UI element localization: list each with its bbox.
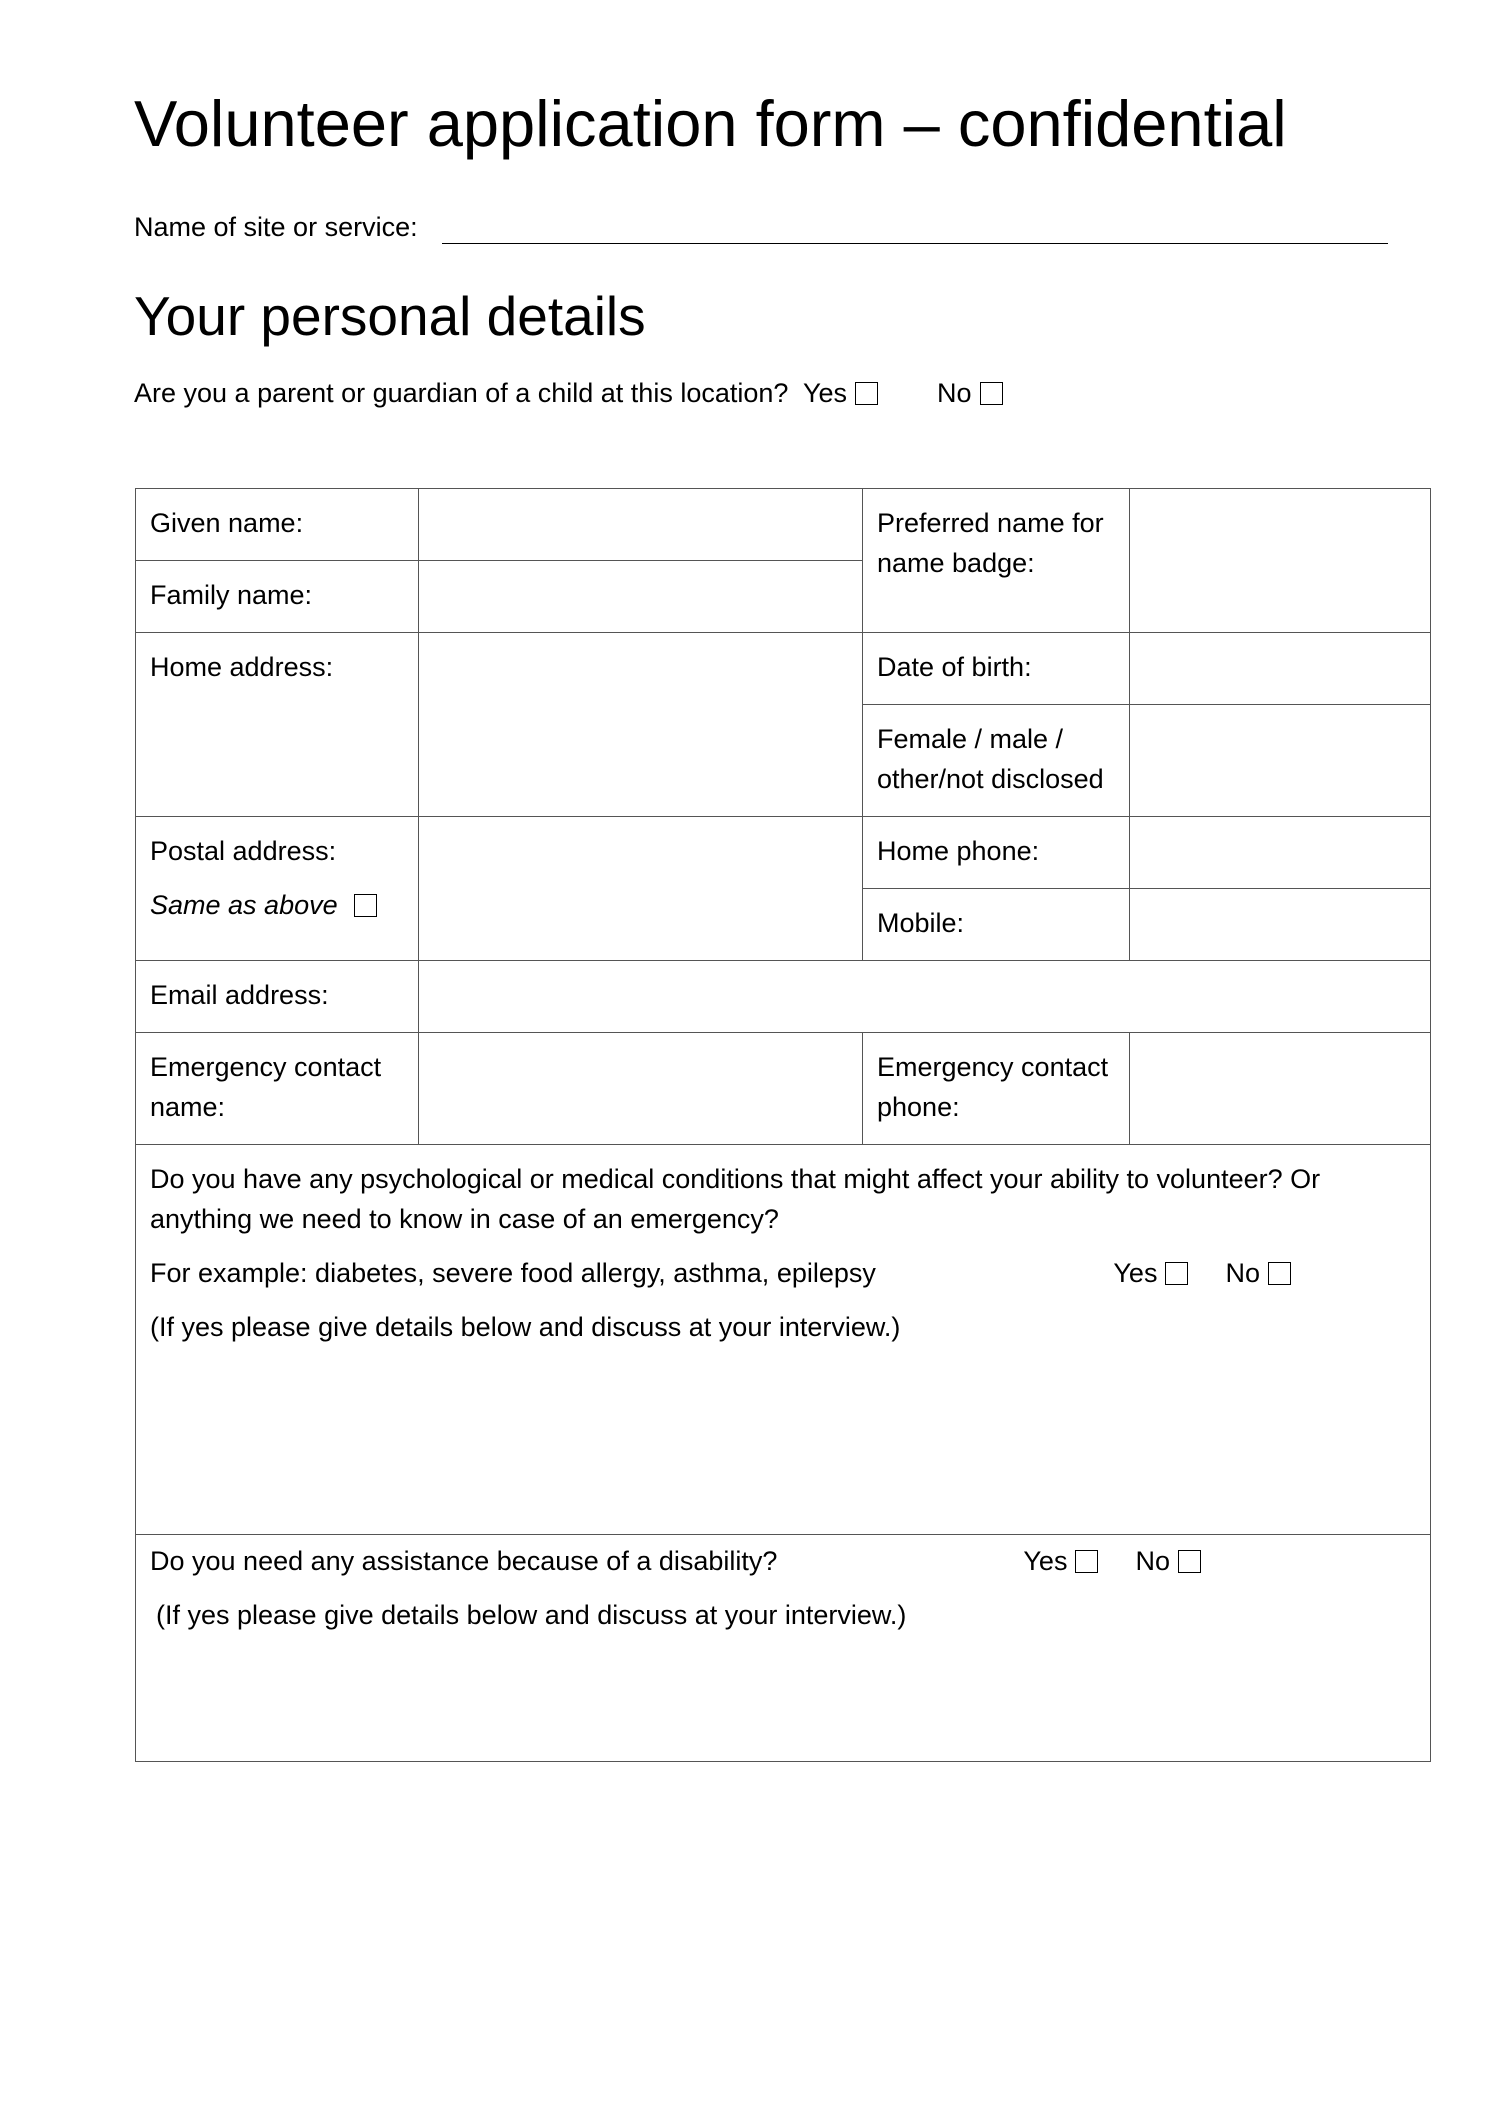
- home-address-label: Home address:: [136, 633, 419, 817]
- disability-row: [150, 1541, 1416, 1581]
- same-as-above-checkbox[interactable]: [354, 894, 377, 917]
- gender-label: Female / male / other/not disclosed: [863, 705, 1130, 817]
- medical-question: Do you have any psychological or medical conditions that might affect your ability to volunteer? Or anything we need to know in case of an emergency?: [150, 1164, 1321, 1234]
- date-of-birth-label: Date of birth:: [863, 633, 1130, 705]
- medical-example: For example: diabetes, severe food allergy, asthma, epilepsy: [150, 1258, 876, 1288]
- medical-no-checkbox[interactable]: [1268, 1262, 1291, 1285]
- email-label: Email address:: [136, 961, 419, 1033]
- emergency-name-input[interactable]: [419, 1033, 863, 1145]
- postal-address-cell: [136, 817, 419, 961]
- medical-yes-checkbox[interactable]: [1165, 1262, 1188, 1285]
- family-name-label: Family name:: [136, 561, 419, 633]
- disability-note: (If yes please give details below and discuss at your interview.): [156, 1600, 907, 1630]
- emergency-phone-label: Emergency contact phone:: [863, 1033, 1130, 1145]
- disability-section: [136, 1535, 1431, 1762]
- mobile-input[interactable]: [1130, 889, 1431, 961]
- home-phone-input[interactable]: [1130, 817, 1431, 889]
- section-heading: Your personal details: [134, 285, 646, 347]
- medical-yes-label: Yes: [1113, 1258, 1158, 1288]
- medical-note: (If yes please give details below and discuss at your interview.): [150, 1312, 901, 1342]
- disability-question: Do you need any assistance because of a disability?: [150, 1546, 778, 1576]
- parent-no-label: No: [937, 378, 972, 408]
- form-title: Volunteer application form – confidential: [134, 87, 1287, 160]
- mobile-label: Mobile:: [863, 889, 1130, 961]
- site-input-line[interactable]: [442, 243, 1388, 244]
- postal-address-input[interactable]: [419, 817, 863, 961]
- site-label: Name of site or service:: [134, 212, 418, 242]
- disability-no-label: No: [1135, 1546, 1170, 1576]
- parent-question: Are you a parent or guardian of a child at this location?: [134, 378, 789, 408]
- postal-address-label: Postal address:: [150, 836, 337, 866]
- medical-yes-no: [1113, 1253, 1416, 1293]
- parent-question-row: [134, 378, 1003, 409]
- parent-yes-checkbox[interactable]: [855, 382, 878, 405]
- same-as-above-row: [150, 885, 404, 925]
- emergency-phone-input[interactable]: [1130, 1033, 1431, 1145]
- home-phone-label: Home phone:: [863, 817, 1130, 889]
- home-address-input[interactable]: [419, 633, 863, 817]
- email-input[interactable]: [419, 961, 1431, 1033]
- parent-yes-label: Yes: [802, 378, 847, 408]
- disability-yes-label: Yes: [1023, 1546, 1068, 1576]
- same-as-above-label: Same as above: [150, 890, 338, 920]
- preferred-name-input[interactable]: [1130, 489, 1431, 633]
- gender-input[interactable]: [1130, 705, 1431, 817]
- preferred-name-label: Preferred name for name badge:: [863, 489, 1130, 633]
- parent-no-checkbox[interactable]: [980, 382, 1003, 405]
- disability-no-checkbox[interactable]: [1178, 1550, 1201, 1573]
- family-name-input[interactable]: [419, 561, 863, 633]
- disability-yes-no: [1023, 1541, 1416, 1581]
- medical-example-row: [150, 1253, 1416, 1293]
- date-of-birth-input[interactable]: [1130, 633, 1431, 705]
- given-name-input[interactable]: [419, 489, 863, 561]
- medical-section: [136, 1145, 1431, 1535]
- medical-no-label: No: [1225, 1258, 1260, 1288]
- personal-details-table: [135, 488, 1431, 1762]
- disability-yes-checkbox[interactable]: [1075, 1550, 1098, 1573]
- emergency-name-label: Emergency contact name:: [136, 1033, 419, 1145]
- given-name-label: Given name:: [136, 489, 419, 561]
